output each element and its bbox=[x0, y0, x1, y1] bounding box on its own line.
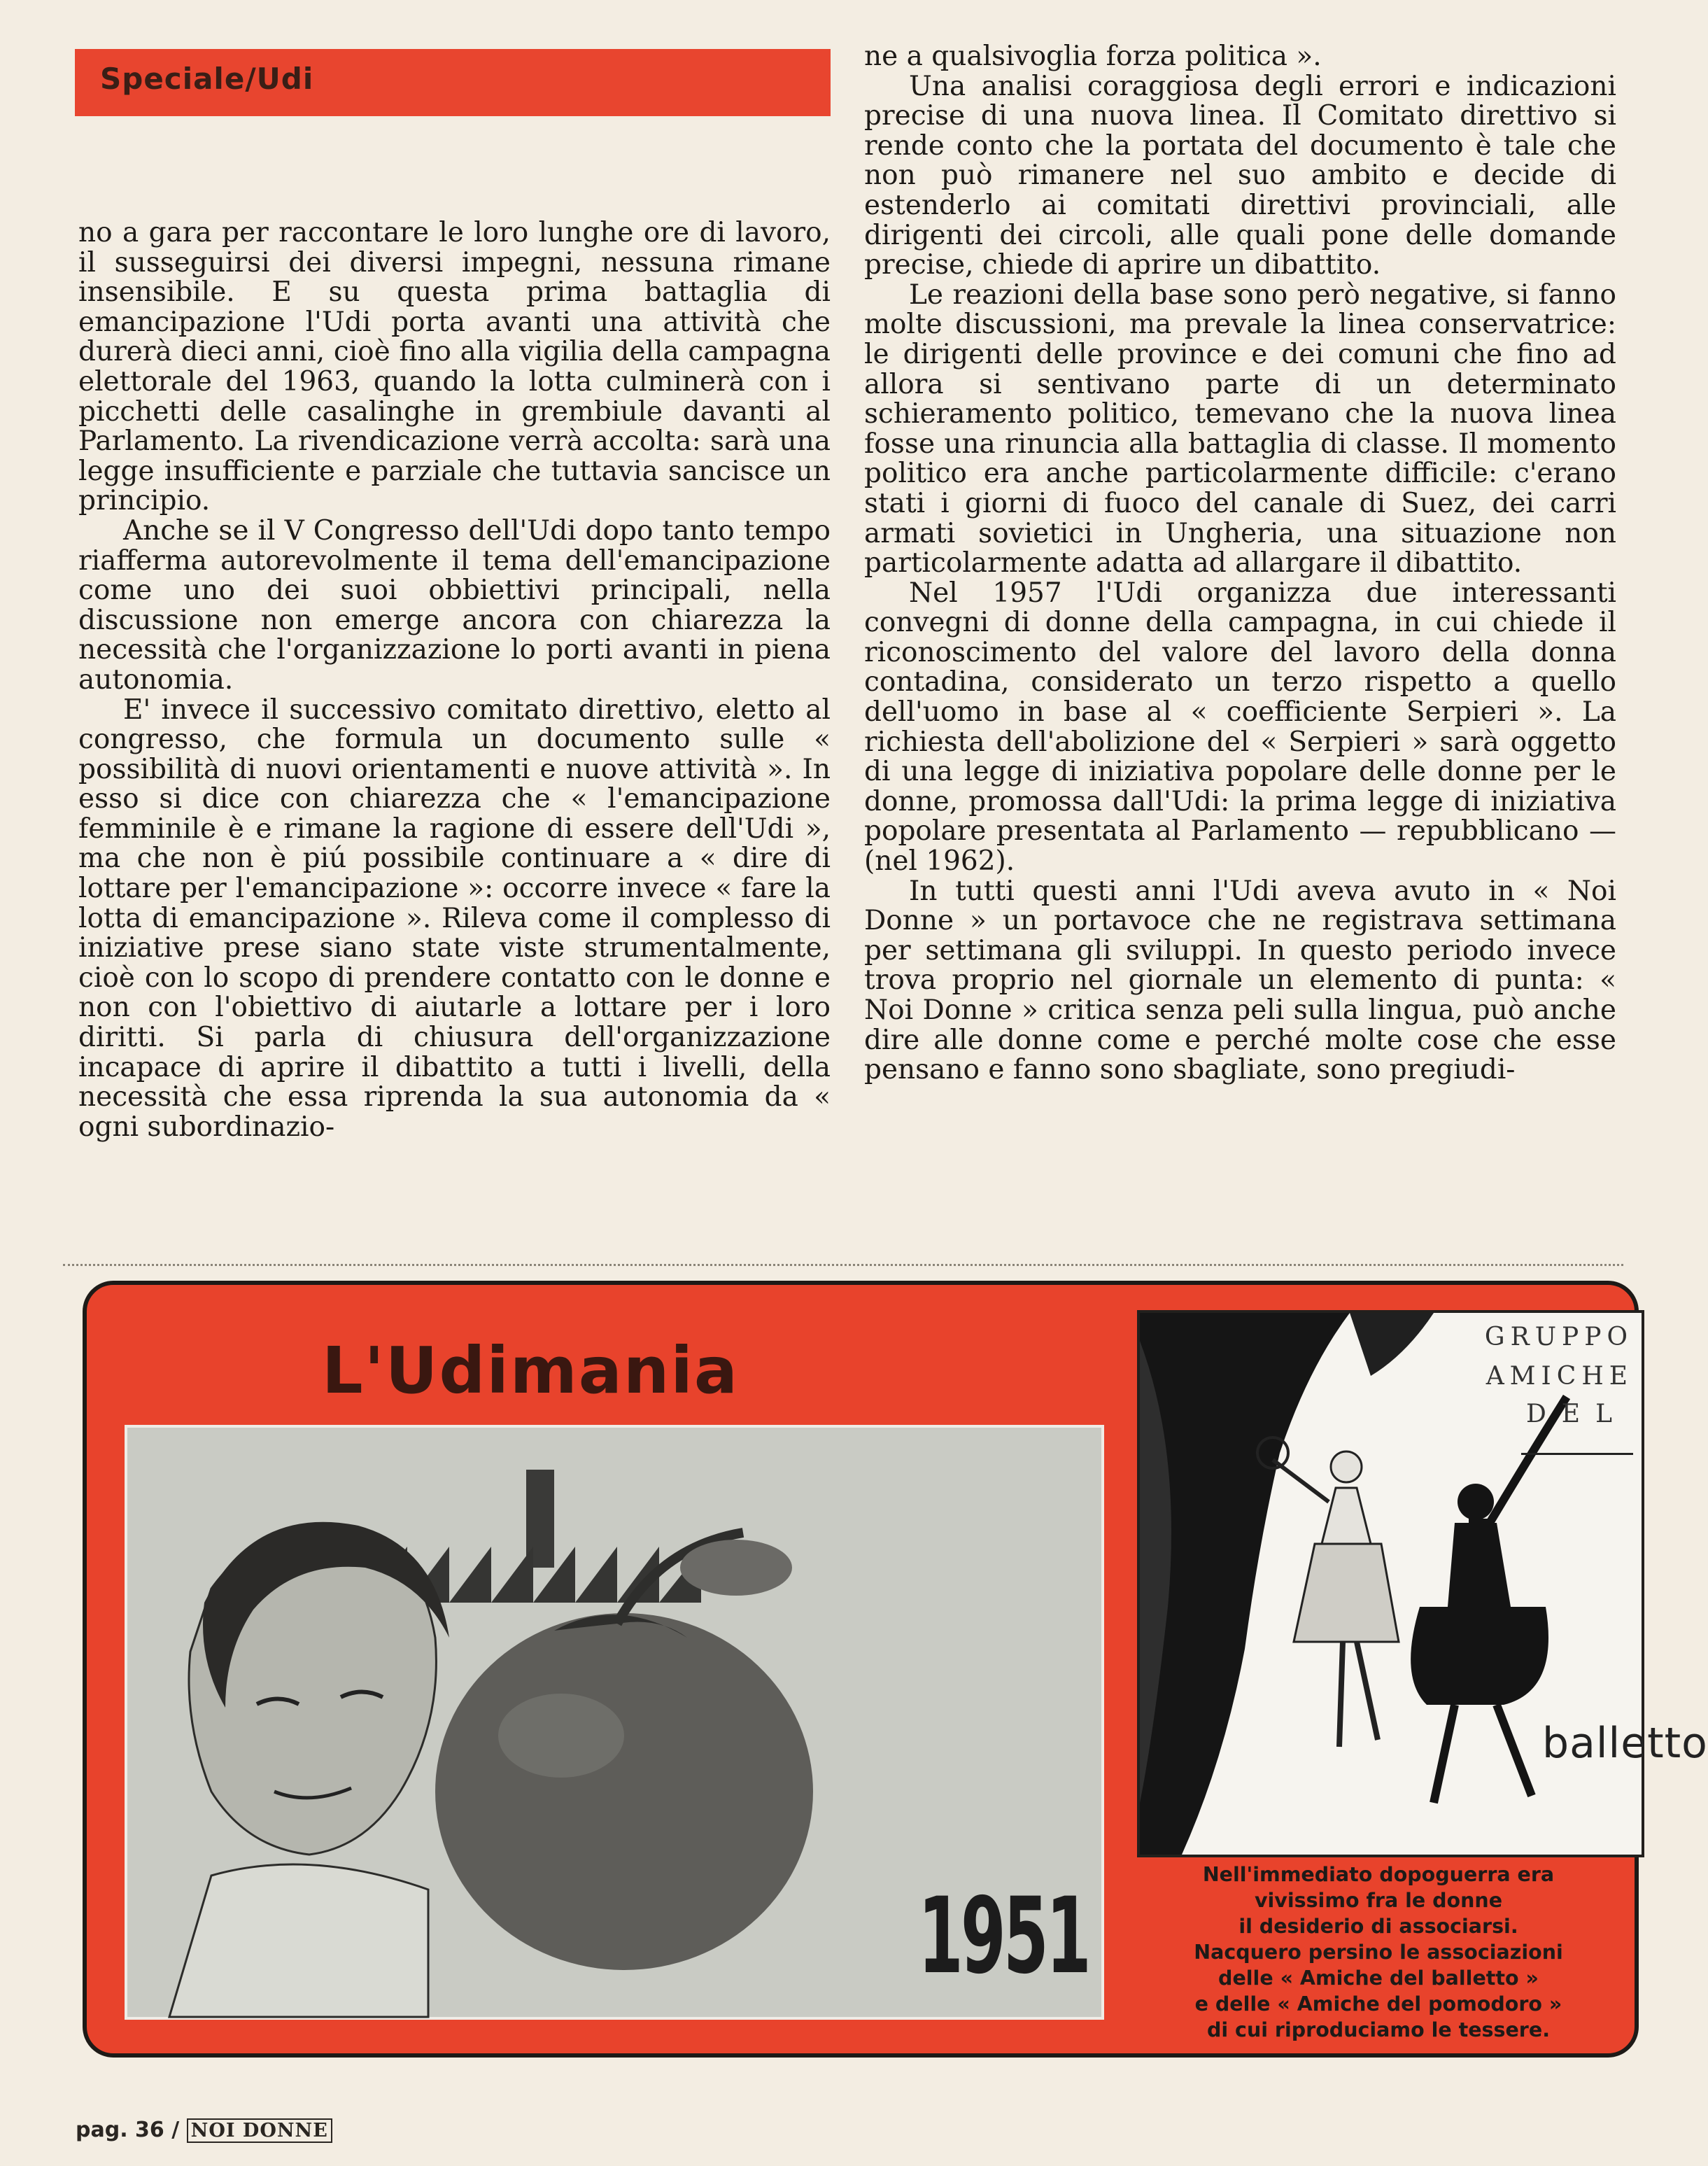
caption-line: il desiderio di associarsi. bbox=[1238, 1915, 1518, 1938]
masthead-logo: NOI DONNE bbox=[187, 2118, 332, 2143]
box-title: L'Udimania bbox=[322, 1333, 739, 1408]
caption-line: Nell'immediato dopoguerra era bbox=[1202, 1863, 1555, 1886]
poster-image-1951 bbox=[125, 1425, 1104, 2020]
card-brand: balletto bbox=[1542, 1719, 1708, 1768]
caption-line: e delle « Amiche del pomodoro » bbox=[1194, 1992, 1562, 2016]
dancers-illustration bbox=[1140, 1313, 1642, 1855]
caption-line: Nacquero persino le associazioni bbox=[1194, 1941, 1563, 1964]
paragraph: In tutti questi anni l'Udi aveva avuto in « Noi Donne » un portavoce che ne registrava settimana per settimana gli sviluppi. In questo periodo invece trova proprio nel giornale un elemento di punta: « Noi Donne » critica senza peli sulla lingua, può anche dire alle donne come e perché molte cose che esse pensano e fanno sono sbagliate, sono pregiudi- bbox=[864, 875, 1616, 1086]
caption-line: di cui riproduciamo le tessere. bbox=[1206, 2018, 1551, 2041]
paragraph: no a gara per raccontare le loro lunghe ore di lavoro, il susseguirsi dei diversi impegni, nessuna rimane insensibile. E su questa prima battaglia di emancipazione l'Udi porta avanti una attività che durerà dieci anni, cioè fino alla vigilia della campagna elettorale del 1963, quando la lotta culminerà con i picchetti delle casalinghe in grembiule davanti al Parlamento. La rivendicazione verrà accolta: sarà una legge insufficiente e parziale che tuttavia sancisce un principio. bbox=[78, 217, 831, 517]
article-column-right bbox=[864, 42, 1616, 1085]
paragraph: Una analisi coraggiosa degli errori e indicazioni precise di una nuova linea. Il Comitato direttivo si rende conto che la portata del documento è tale che non può rimanere nel suo ambito e decide di estenderlo ai comitati direttivi provinciali, alle dirigenti dei circoli, alle quali pone delle domande precise, chiede di aprire un dibattito. bbox=[864, 70, 1616, 281]
section-header-bar bbox=[75, 49, 831, 116]
paragraph: E' invece il successivo comitato direttivo, eletto al congresso, che formula un documento sulle « possibilità di nuovi orientamenti e nuove attività ». In esso si dice con chiarezza che « l'emancipazione femminile è e rimane la ragione di essere dell'Udi », ma che non è piú possibile continuare a « dire di lottare per l'emancipazione »: occorre invece « fare la lotta di emancipazione ». Rileva come il complesso di iniziative prese siano state viste strumentalmente, cioè con lo scopo di prendere contatto con le donne e non con l'obiettivo di aiutarle a lottare per i loro diritti. Si parla di chiusura dell'organizzazione incapace di aprire il dibattito a tutti i livelli, della necessità che essa riprenda la sua autonomia da « ogni subordinazio- bbox=[78, 694, 831, 1143]
paragraph: ne a qualsivoglia forza politica ». bbox=[864, 41, 1322, 72]
footer-separator: / bbox=[171, 2118, 180, 2142]
paragraph: Nel 1957 l'Udi organizza due interessanti convegni di donne della campagna, in cui chiede il riconoscimento del valore del lavoro della donna contadina, considerato un terzo rispetto a quello dell'uomo in base al « coefficiente Serpieri ». La richiesta dell'abolizione del « Serpieri » sarà oggetto di una legge di iniziativa popolare delle donne per le donne, promossa dall'Udi: la prima legge di iniziativa popolare presentata al Parlamento — repubblicano — (nel 1962). bbox=[864, 577, 1616, 878]
divider bbox=[63, 1264, 1623, 1266]
section-label: Speciale/Udi bbox=[100, 62, 314, 96]
paragraph: Anche se il V Congresso dell'Udi dopo tanto tempo riafferma autorevolmente il tema dell'emancipazione come uno dei suoi obbiettivi principali, nella discussione non emerge ancora con chiarezza la necessità che l'organizzazione lo porti avanti in piena autonomia. bbox=[78, 514, 831, 696]
membership-card-balletto bbox=[1137, 1310, 1708, 1857]
caption-line: vivissimo fra le donne bbox=[1254, 1889, 1503, 1912]
card-text-line: DEL bbox=[1525, 1400, 1628, 1428]
caption-line: delle « Amiche del balletto » bbox=[1218, 1967, 1539, 1990]
card-rule bbox=[1521, 1453, 1633, 1455]
page-footer bbox=[76, 2118, 332, 2142]
page-number: pag. 36 bbox=[76, 2118, 164, 2142]
paragraph: Le reazioni della base sono però negative, si fanno molte discussioni, ma prevale la linea conservatrice: le dirigenti delle province e dei comuni che fino ad allora si sentivano parte di un determinato schieramento politico, temevano che la nuova linea fosse una rinuncia alla battaglia di classe. Il momento politico era anche particolarmente difficile: c'erano stati i giorni di fuoco del canale di Suez, dei carri armati sovietici in Ungheria, una situazione non particolarmente adatta ad allargare il dibattito. bbox=[864, 279, 1616, 579]
article-column-left bbox=[78, 218, 831, 1142]
card-text-line: GRUPPO bbox=[1484, 1323, 1633, 1351]
box-caption bbox=[1148, 1862, 1609, 2043]
poster-year: 1951 bbox=[918, 1876, 1089, 1997]
card-text-line: AMICHE bbox=[1485, 1362, 1633, 1391]
